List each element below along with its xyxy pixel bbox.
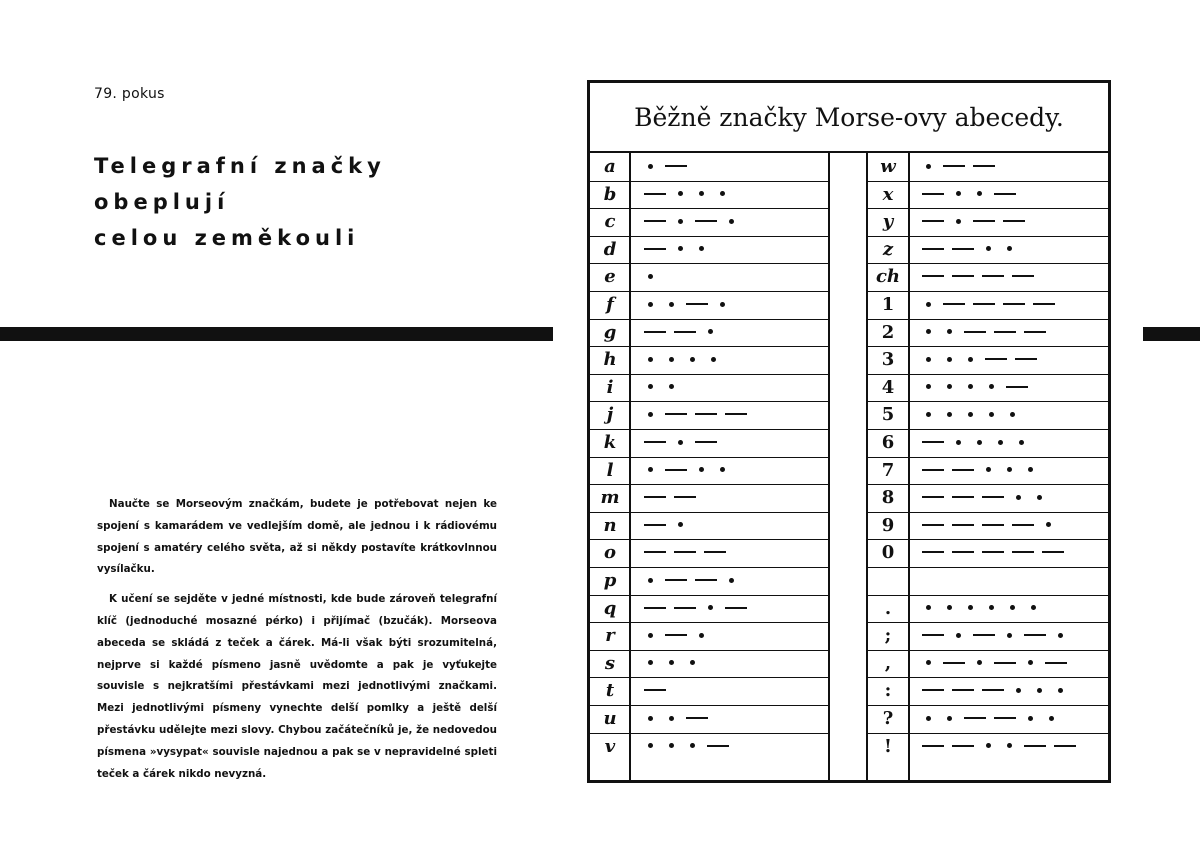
morse-code <box>918 401 1023 428</box>
morse-dot <box>648 357 653 362</box>
morse-code <box>640 484 700 511</box>
morse-dot <box>648 412 653 417</box>
morse-dot <box>1058 688 1063 693</box>
morse-dash <box>973 303 995 305</box>
morse-dash <box>922 634 944 636</box>
morse-dot <box>648 660 653 665</box>
morse-code <box>918 539 1068 566</box>
morse-dot <box>1028 716 1033 721</box>
body-text <box>97 494 497 793</box>
morse-dash <box>1003 303 1025 305</box>
morse-dot <box>729 578 734 583</box>
morse-dot <box>956 633 961 638</box>
morse-dash <box>644 220 666 222</box>
morse-code <box>640 429 721 456</box>
morse-dash <box>943 165 965 167</box>
morse-dot <box>720 467 725 472</box>
morse-dash <box>1006 386 1028 388</box>
morse-dot <box>998 440 1003 445</box>
morse-dot <box>926 605 931 610</box>
morse-dot <box>926 329 931 334</box>
morse-letter-label: . <box>884 597 892 619</box>
morse-code <box>918 346 1041 373</box>
morse-dot <box>926 357 931 362</box>
morse-code <box>918 319 1050 346</box>
morse-dash <box>686 717 708 719</box>
morse-dash <box>725 607 747 609</box>
morse-dot <box>690 357 695 362</box>
morse-code <box>918 181 1020 208</box>
morse-code <box>640 236 712 263</box>
morse-dash <box>1012 275 1034 277</box>
morse-dash <box>922 496 944 498</box>
morse-dot <box>648 743 653 748</box>
morse-dot <box>648 716 653 721</box>
morse-dash <box>686 303 708 305</box>
morse-code <box>918 650 1071 677</box>
morse-code <box>640 677 670 704</box>
morse-code <box>640 457 733 484</box>
morse-dash <box>695 441 717 443</box>
morse-dot <box>947 412 952 417</box>
morse-dot <box>1007 467 1012 472</box>
morse-dot <box>1010 605 1015 610</box>
morse-dot <box>926 164 931 169</box>
morse-code <box>640 346 724 373</box>
morse-code <box>640 401 751 428</box>
morse-dot <box>678 191 683 196</box>
morse-dash <box>665 413 687 415</box>
morse-code <box>918 291 1059 318</box>
morse-dash <box>964 717 986 719</box>
morse-dot <box>947 716 952 721</box>
morse-dash <box>1012 551 1034 553</box>
morse-letter-label: g <box>603 321 617 343</box>
morse-dot <box>968 357 973 362</box>
morse-dash <box>982 524 1004 526</box>
morse-dot <box>669 384 674 389</box>
morse-code <box>640 263 661 290</box>
morse-dash <box>1024 331 1046 333</box>
morse-code <box>640 374 682 401</box>
morse-dot <box>708 329 713 334</box>
morse-dash <box>725 413 747 415</box>
morse-letter-label: j <box>606 404 614 426</box>
morse-dot <box>678 440 683 445</box>
morse-dash <box>922 275 944 277</box>
morse-dot <box>669 357 674 362</box>
morse-code <box>918 429 1032 456</box>
morse-letter-label: i <box>606 376 614 398</box>
headline <box>94 148 386 256</box>
morse-dash <box>982 496 1004 498</box>
morse-letter-label: t <box>605 680 615 702</box>
morse-dash <box>644 496 666 498</box>
headline-line-1: Telegrafní značky <box>94 154 386 178</box>
morse-dot <box>989 605 994 610</box>
morse-dot <box>1037 495 1042 500</box>
morse-dot <box>669 716 674 721</box>
morse-letter-label: : <box>884 680 892 702</box>
morse-dash <box>922 469 944 471</box>
morse-dash <box>644 689 666 691</box>
morse-dot <box>690 660 695 665</box>
morse-dash <box>1012 524 1034 526</box>
morse-letter-label: ch <box>875 266 901 288</box>
morse-dash <box>674 607 696 609</box>
morse-dot <box>926 660 931 665</box>
morse-letter-label: h <box>603 349 617 371</box>
morse-letter-label <box>870 567 906 594</box>
headline-line-2: obeplují <box>94 190 230 214</box>
morse-dot <box>956 191 961 196</box>
morse-dash <box>982 551 1004 553</box>
morse-table-title: Běžně značky Morse-ovy abecedy. <box>634 103 1064 132</box>
morse-dot <box>1028 660 1033 665</box>
morse-dot <box>1028 467 1033 472</box>
morse-dash <box>665 579 687 581</box>
morse-dash <box>922 745 944 747</box>
morse-dash <box>674 496 696 498</box>
morse-dot <box>678 219 683 224</box>
morse-letter-label: f <box>606 294 614 315</box>
morse-code <box>918 208 1029 235</box>
morse-dash <box>994 717 1016 719</box>
morse-code <box>640 319 721 346</box>
morse-dot <box>711 357 716 362</box>
morse-dot <box>1016 688 1021 693</box>
morse-dot <box>648 302 653 307</box>
morse-letter-label: o <box>603 542 616 564</box>
morse-dash <box>994 193 1016 195</box>
morse-dash <box>1003 220 1025 222</box>
morse-dot <box>926 412 931 417</box>
morse-code <box>918 677 1071 704</box>
morse-dash <box>665 469 687 471</box>
morse-code <box>640 208 742 235</box>
morse-dot <box>968 384 973 389</box>
morse-dash <box>644 193 666 195</box>
morse-dash <box>985 358 1007 360</box>
morse-dot <box>968 605 973 610</box>
paragraph-2: K učení se sejděte v jedné místnosti, kde bude zároveň telegrafní klíč (jednoduché mosazné pérko) i přijímač (bzučák). Morseova abeceda se skládá z teček a čárek. Má-li však býti srozumitelná, nejprve si každé písmeno jasně uvědomte a pak je vyťukejte souvisle s nejkratšími přestávkami mezi jednotlivými značkami. Mezi jednotlivými písmeny vynechte delší pomlky a ještě delší přestávku udělejte mezi slovy. Chybou začátečníků je, že nedovedou písmena »vysypat« souvisle najednou a pak se v nepravidelné spleti teček a čárek nikdo nevyzná. <box>97 593 497 780</box>
table-column-rule <box>828 153 830 780</box>
morse-dash <box>665 634 687 636</box>
morse-dash <box>922 248 944 250</box>
morse-code <box>918 484 1050 511</box>
morse-dash <box>973 165 995 167</box>
morse-dot <box>977 660 982 665</box>
morse-dash <box>644 524 666 526</box>
morse-dot <box>678 246 683 251</box>
morse-code <box>918 595 1044 622</box>
morse-letter-label: ! <box>884 735 892 757</box>
morse-dash <box>943 303 965 305</box>
morse-letter-label: u <box>603 708 617 729</box>
morse-letter-label: s <box>604 652 616 674</box>
morse-dash <box>644 441 666 443</box>
morse-code <box>640 153 691 180</box>
morse-dash <box>922 220 944 222</box>
morse-letter-label: , <box>884 652 892 674</box>
morse-dot <box>947 357 952 362</box>
morse-dash <box>922 441 944 443</box>
morse-code <box>640 291 733 318</box>
morse-letter-label: n <box>603 514 617 536</box>
morse-letter-label: m <box>600 487 620 509</box>
morse-code <box>640 705 712 732</box>
morse-letter-label: x <box>882 183 894 205</box>
morse-letter-label: 5 <box>881 404 895 426</box>
morse-dash <box>952 551 974 553</box>
morse-code <box>918 374 1032 401</box>
morse-letter-label: 6 <box>881 432 895 453</box>
morse-dot <box>648 578 653 583</box>
morse-dot <box>699 246 704 251</box>
morse-dash <box>973 220 995 222</box>
morse-dot <box>947 329 952 334</box>
table-column-rule <box>908 153 910 780</box>
morse-dash <box>982 689 1004 691</box>
morse-dot <box>669 743 674 748</box>
morse-dot <box>989 412 994 417</box>
morse-dot <box>708 605 713 610</box>
morse-dot <box>669 660 674 665</box>
morse-dash <box>952 524 974 526</box>
morse-letter-label: q <box>603 597 617 619</box>
morse-code <box>918 153 999 180</box>
morse-code <box>918 733 1080 760</box>
morse-dash <box>695 413 717 415</box>
morse-dash <box>964 331 986 333</box>
morse-dot <box>1049 716 1054 721</box>
morse-code <box>918 705 1062 732</box>
morse-dot <box>947 605 952 610</box>
morse-dot <box>977 440 982 445</box>
morse-dash <box>952 469 974 471</box>
morse-dash <box>1024 745 1046 747</box>
morse-dash <box>922 689 944 691</box>
morse-code <box>918 457 1041 484</box>
morse-code <box>918 622 1071 649</box>
morse-dash <box>1045 662 1067 664</box>
morse-dot <box>1007 246 1012 251</box>
morse-dash <box>982 275 1004 277</box>
morse-dot <box>690 743 695 748</box>
morse-dot <box>1058 633 1063 638</box>
morse-letter-label: 1 <box>881 294 895 315</box>
morse-dot <box>720 302 725 307</box>
morse-code <box>640 733 733 760</box>
morse-dash <box>973 634 995 636</box>
morse-code <box>640 622 712 649</box>
morse-letter-label: w <box>880 156 896 177</box>
morse-dot <box>648 274 653 279</box>
morse-code <box>918 512 1059 539</box>
morse-letter-label: 2 <box>881 321 895 343</box>
morse-dash <box>922 193 944 195</box>
morse-letter-label: ? <box>882 708 894 729</box>
morse-dash <box>922 551 944 553</box>
paragraph-1: Naučte se Morseovým značkám, budete je potřebovat nejen ke spojení s kamarádem ve vedlejším domě, ale jednou i k rádiovému spojení s amatéry celého světa, až si někdy postavíte krátkovlnnou vysílačku. <box>97 498 497 576</box>
morse-letter-label: 7 <box>881 459 895 481</box>
morse-dot <box>989 384 994 389</box>
morse-dash <box>707 745 729 747</box>
morse-dash <box>674 331 696 333</box>
morse-dot <box>1007 743 1012 748</box>
morse-dot <box>926 302 931 307</box>
morse-dash <box>695 579 717 581</box>
table-column-rule <box>866 153 868 780</box>
morse-dash <box>1054 745 1076 747</box>
morse-dash <box>704 551 726 553</box>
morse-dot <box>648 164 653 169</box>
morse-dot <box>669 302 674 307</box>
morse-dash <box>1015 358 1037 360</box>
morse-code <box>640 181 733 208</box>
morse-dot <box>699 467 704 472</box>
morse-dash <box>922 524 944 526</box>
morse-code <box>640 539 730 566</box>
morse-code <box>640 567 742 594</box>
morse-dot <box>1037 688 1042 693</box>
morse-dash <box>1033 303 1055 305</box>
morse-letter-label: 0 <box>881 542 895 564</box>
morse-dash <box>952 496 974 498</box>
morse-dash <box>952 745 974 747</box>
morse-dot <box>699 633 704 638</box>
morse-dot <box>947 384 952 389</box>
morse-dash <box>952 275 974 277</box>
morse-dot <box>720 191 725 196</box>
black-divider-bar-left <box>0 327 553 341</box>
morse-dot <box>648 633 653 638</box>
morse-letter-label: c <box>604 211 616 233</box>
morse-letter-label: l <box>606 459 614 481</box>
morse-letter-label: p <box>603 570 617 591</box>
morse-dot <box>926 716 931 721</box>
morse-dash <box>952 248 974 250</box>
morse-letter-label: b <box>603 183 617 205</box>
morse-dot <box>648 384 653 389</box>
black-divider-bar-right <box>1143 327 1200 341</box>
morse-dot <box>977 191 982 196</box>
morse-dot <box>926 384 931 389</box>
morse-code <box>918 263 1038 290</box>
table-column-rule <box>629 153 631 780</box>
morse-dot <box>678 522 683 527</box>
morse-dash <box>952 689 974 691</box>
headline-line-3: celou zeměkouli <box>94 226 360 250</box>
morse-dash <box>674 551 696 553</box>
morse-letter-label: a <box>604 156 616 177</box>
morse-dot <box>1046 522 1051 527</box>
morse-dot <box>1016 495 1021 500</box>
morse-dot <box>1010 412 1015 417</box>
morse-letter-label: e <box>604 266 616 288</box>
morse-letter-label: z <box>882 238 894 260</box>
morse-dash <box>943 662 965 664</box>
morse-code <box>918 236 1020 263</box>
morse-code <box>640 512 691 539</box>
morse-code <box>640 595 751 622</box>
morse-letter-label: d <box>603 238 617 260</box>
morse-dot <box>648 467 653 472</box>
morse-dash <box>665 165 687 167</box>
morse-dash <box>1042 551 1064 553</box>
morse-letter-label: v <box>604 735 616 757</box>
morse-dash <box>1024 634 1046 636</box>
morse-dot <box>729 219 734 224</box>
morse-dot <box>986 246 991 251</box>
morse-letter-label: ; <box>884 625 892 647</box>
morse-dash <box>644 248 666 250</box>
morse-dot <box>1007 633 1012 638</box>
morse-dash <box>695 220 717 222</box>
morse-dash <box>644 331 666 333</box>
morse-letter-label: 4 <box>881 376 895 398</box>
morse-dot <box>986 467 991 472</box>
morse-dot <box>1019 440 1024 445</box>
morse-letter-label: r <box>605 625 615 647</box>
morse-dash <box>644 551 666 553</box>
morse-dot <box>986 743 991 748</box>
morse-dot <box>1031 605 1036 610</box>
morse-dot <box>956 219 961 224</box>
morse-letter-label: 9 <box>881 514 895 536</box>
morse-letter-label: 3 <box>881 349 895 371</box>
morse-dash <box>994 662 1016 664</box>
morse-dot <box>699 191 704 196</box>
morse-dash <box>994 331 1016 333</box>
morse-letter-label: k <box>603 432 617 453</box>
morse-code <box>640 650 703 677</box>
experiment-number: 79. pokus <box>94 86 165 102</box>
morse-letter-label: 8 <box>881 487 895 509</box>
morse-letter-label: y <box>882 211 894 233</box>
morse-dash <box>644 607 666 609</box>
morse-dot <box>956 440 961 445</box>
morse-dot <box>968 412 973 417</box>
